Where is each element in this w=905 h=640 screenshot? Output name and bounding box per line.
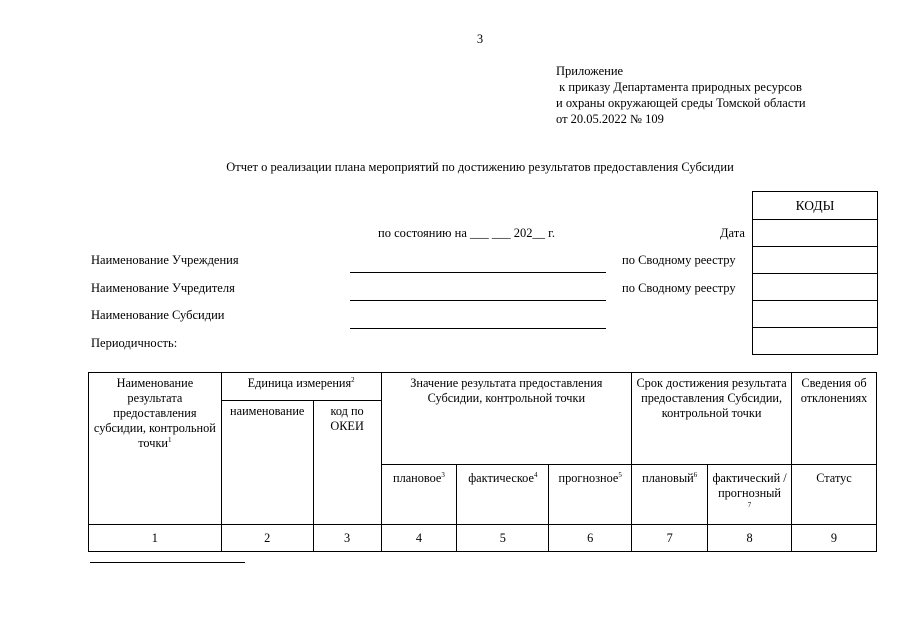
- footnote-ref-3: 3: [441, 470, 445, 479]
- codes-header: КОДЫ: [795, 198, 835, 213]
- founder-label: Наименование Учредителя: [91, 281, 235, 295]
- code-cell-institution[interactable]: [753, 246, 877, 273]
- code-cell-founder[interactable]: [753, 273, 877, 300]
- as-of-date-label: по состоянию на ___ ___ 202__ г.: [378, 226, 555, 240]
- header-deadline-actual-text: фактический /прогнозный: [712, 471, 787, 500]
- column-number-4: 4: [381, 525, 457, 552]
- appendix-line-3: и охраны окружающей среды Томской области: [556, 96, 806, 110]
- institution-underline[interactable]: [350, 272, 606, 273]
- header-status: [792, 465, 877, 525]
- header-value-group: [381, 373, 632, 465]
- header-actual: [457, 465, 549, 525]
- codes-box: [752, 191, 878, 355]
- subsidy-underline[interactable]: [350, 328, 606, 329]
- header-deadline-planned: [632, 465, 708, 525]
- column-number-8: 8: [708, 525, 792, 552]
- header-forecast-text: прогнозное: [558, 471, 619, 485]
- header-status-text: Статус: [816, 471, 852, 485]
- founder-underline[interactable]: [350, 300, 606, 301]
- column-number-2: 2: [221, 525, 313, 552]
- code-cell-periodicity[interactable]: [753, 327, 877, 354]
- footnote-separator: [90, 562, 245, 563]
- periodicity-label: Периодичность:: [91, 336, 178, 350]
- registry-label-1: по Сводному реестру: [622, 253, 736, 267]
- column-number-1: 1: [89, 525, 222, 552]
- date-label: Дата: [720, 226, 745, 240]
- header-actual-text: фактическое: [468, 471, 534, 485]
- page-number: 3: [476, 32, 484, 46]
- header-deadline-group: [632, 373, 792, 465]
- header-unit-name: [221, 401, 313, 525]
- footnote-ref-6: 6: [693, 470, 698, 479]
- header-unit-group: [221, 373, 381, 401]
- header-deadline-group-text: Срок достижения результата предоставления Субсидии, контрольной точки: [636, 376, 787, 420]
- appendix-line-2: к приказу Департамента природных ресурсов: [556, 80, 802, 94]
- header-deviations: [792, 373, 877, 465]
- column-number-6: 6: [549, 525, 632, 552]
- institution-label: Наименование Учреждения: [91, 253, 239, 267]
- header-unit-name-text: наименование: [230, 404, 305, 418]
- footnote-ref-1: 1: [168, 435, 172, 444]
- header-deadline-actual: [708, 465, 792, 525]
- report-table: [88, 372, 877, 552]
- footnote-ref-4: 4: [533, 470, 538, 479]
- appendix-line-4: от 20.05.2022 № 109: [556, 112, 664, 126]
- footnote-ref-5: 5: [618, 470, 622, 479]
- footnote-ref-2: 2: [351, 375, 355, 384]
- header-unit-code-text: код по ОКЕИ: [330, 404, 364, 433]
- header-result-name-text: Наименование результата предоставления субсидии, контрольной точки: [93, 376, 216, 450]
- header-forecast: [549, 465, 632, 525]
- code-cell-date[interactable]: [753, 219, 877, 246]
- header-unit-code: [313, 401, 381, 525]
- column-number-5: 5: [457, 525, 549, 552]
- footnote-ref-7: 7: [747, 501, 752, 509]
- header-deviations-text: Сведения об отклонениях: [800, 376, 868, 405]
- code-cell-subsidy[interactable]: [753, 300, 877, 327]
- registry-label-2: по Сводному реестру: [622, 281, 736, 295]
- column-number-7: 7: [632, 525, 708, 552]
- header-value-group-text: Значение результата предоставления Субсидии, контрольной точки: [410, 376, 603, 405]
- subsidy-label: Наименование Субсидии: [91, 308, 225, 322]
- header-planned-text: плановое: [393, 471, 442, 485]
- column-number-9: 9: [792, 525, 877, 552]
- header-result-name: [89, 373, 222, 525]
- column-number-3: 3: [313, 525, 381, 552]
- header-planned: [381, 465, 457, 525]
- report-title: Отчет о реализации плана мероприятий по достижению результатов предоставления Субсидии: [226, 160, 734, 174]
- header-unit-group-text: Единица измерения: [247, 376, 352, 390]
- appendix-block: [556, 63, 806, 127]
- header-deadline-planned-text: плановый: [642, 471, 694, 485]
- appendix-line-1: Приложение: [556, 64, 624, 78]
